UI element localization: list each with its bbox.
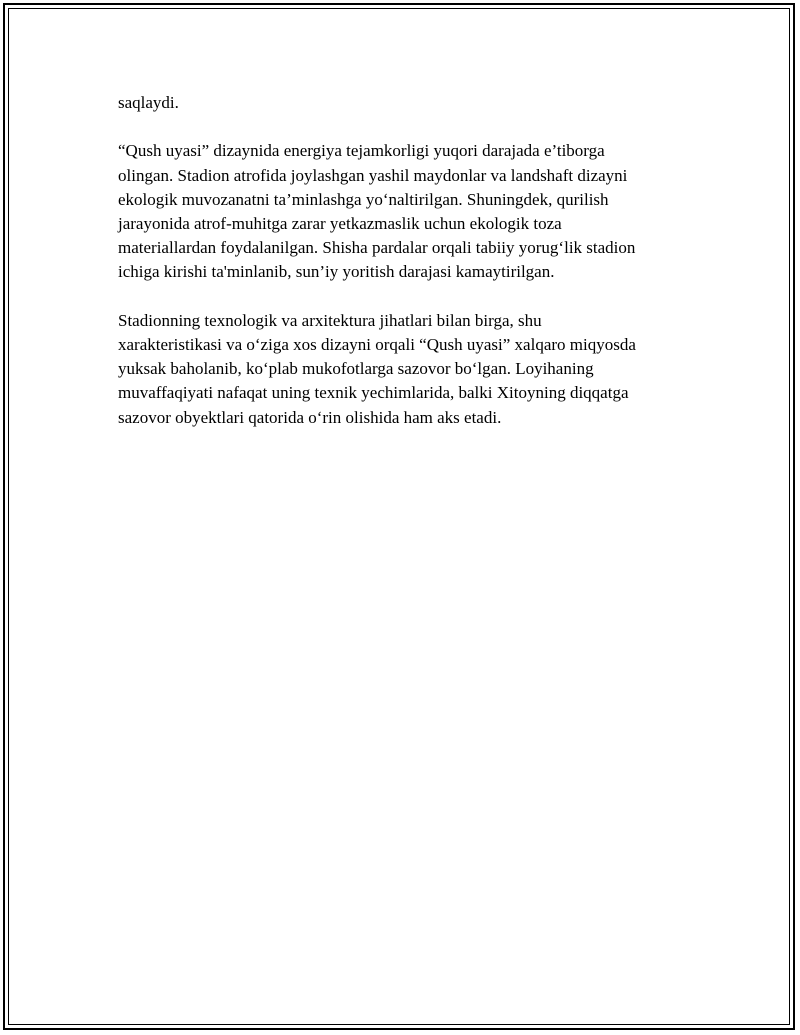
paragraph-1: saqlaydi. (118, 93, 179, 112)
paragraph-3: Stadionning texnologik va arxitektura jihatlari bilan birga, shu xarakteristikasi va o‘ziga xos dizayni orqali “Qush uyasi” xalqaro miqyosda yuksak baholanib, ko‘plab mukofotlarga sazovor bo‘lgan. Loyihaning muvaffaqiyati nafaqat uning texnik yechimlarida, balki Xitoyning diqqatga sazovor obyektlari qatorida o‘rin olishida ham aks etadi. (118, 310, 636, 427)
document-body (118, 91, 698, 454)
paragraph-2: “Qush uyasi” dizaynida energiya tejamkorligi yuqori darajada e’tiborga olingan. Stadion atrofida joylashgan yashil maydonlar va landshaft dizayni ekologik muvozanatni ta’minlashga yo‘naltirilgan. Shuningdek, qurilish jarayonida atrof-muhitga zarar yetkazmaslik uchun ekologik toza materiallardan foydalanilgan. Shisha pardalar orqali tabiiy yorug‘lik stadion ichiga kirishi ta'minlanib, sun’iy yoritish darajasi kamaytirilgan. (118, 141, 636, 282)
